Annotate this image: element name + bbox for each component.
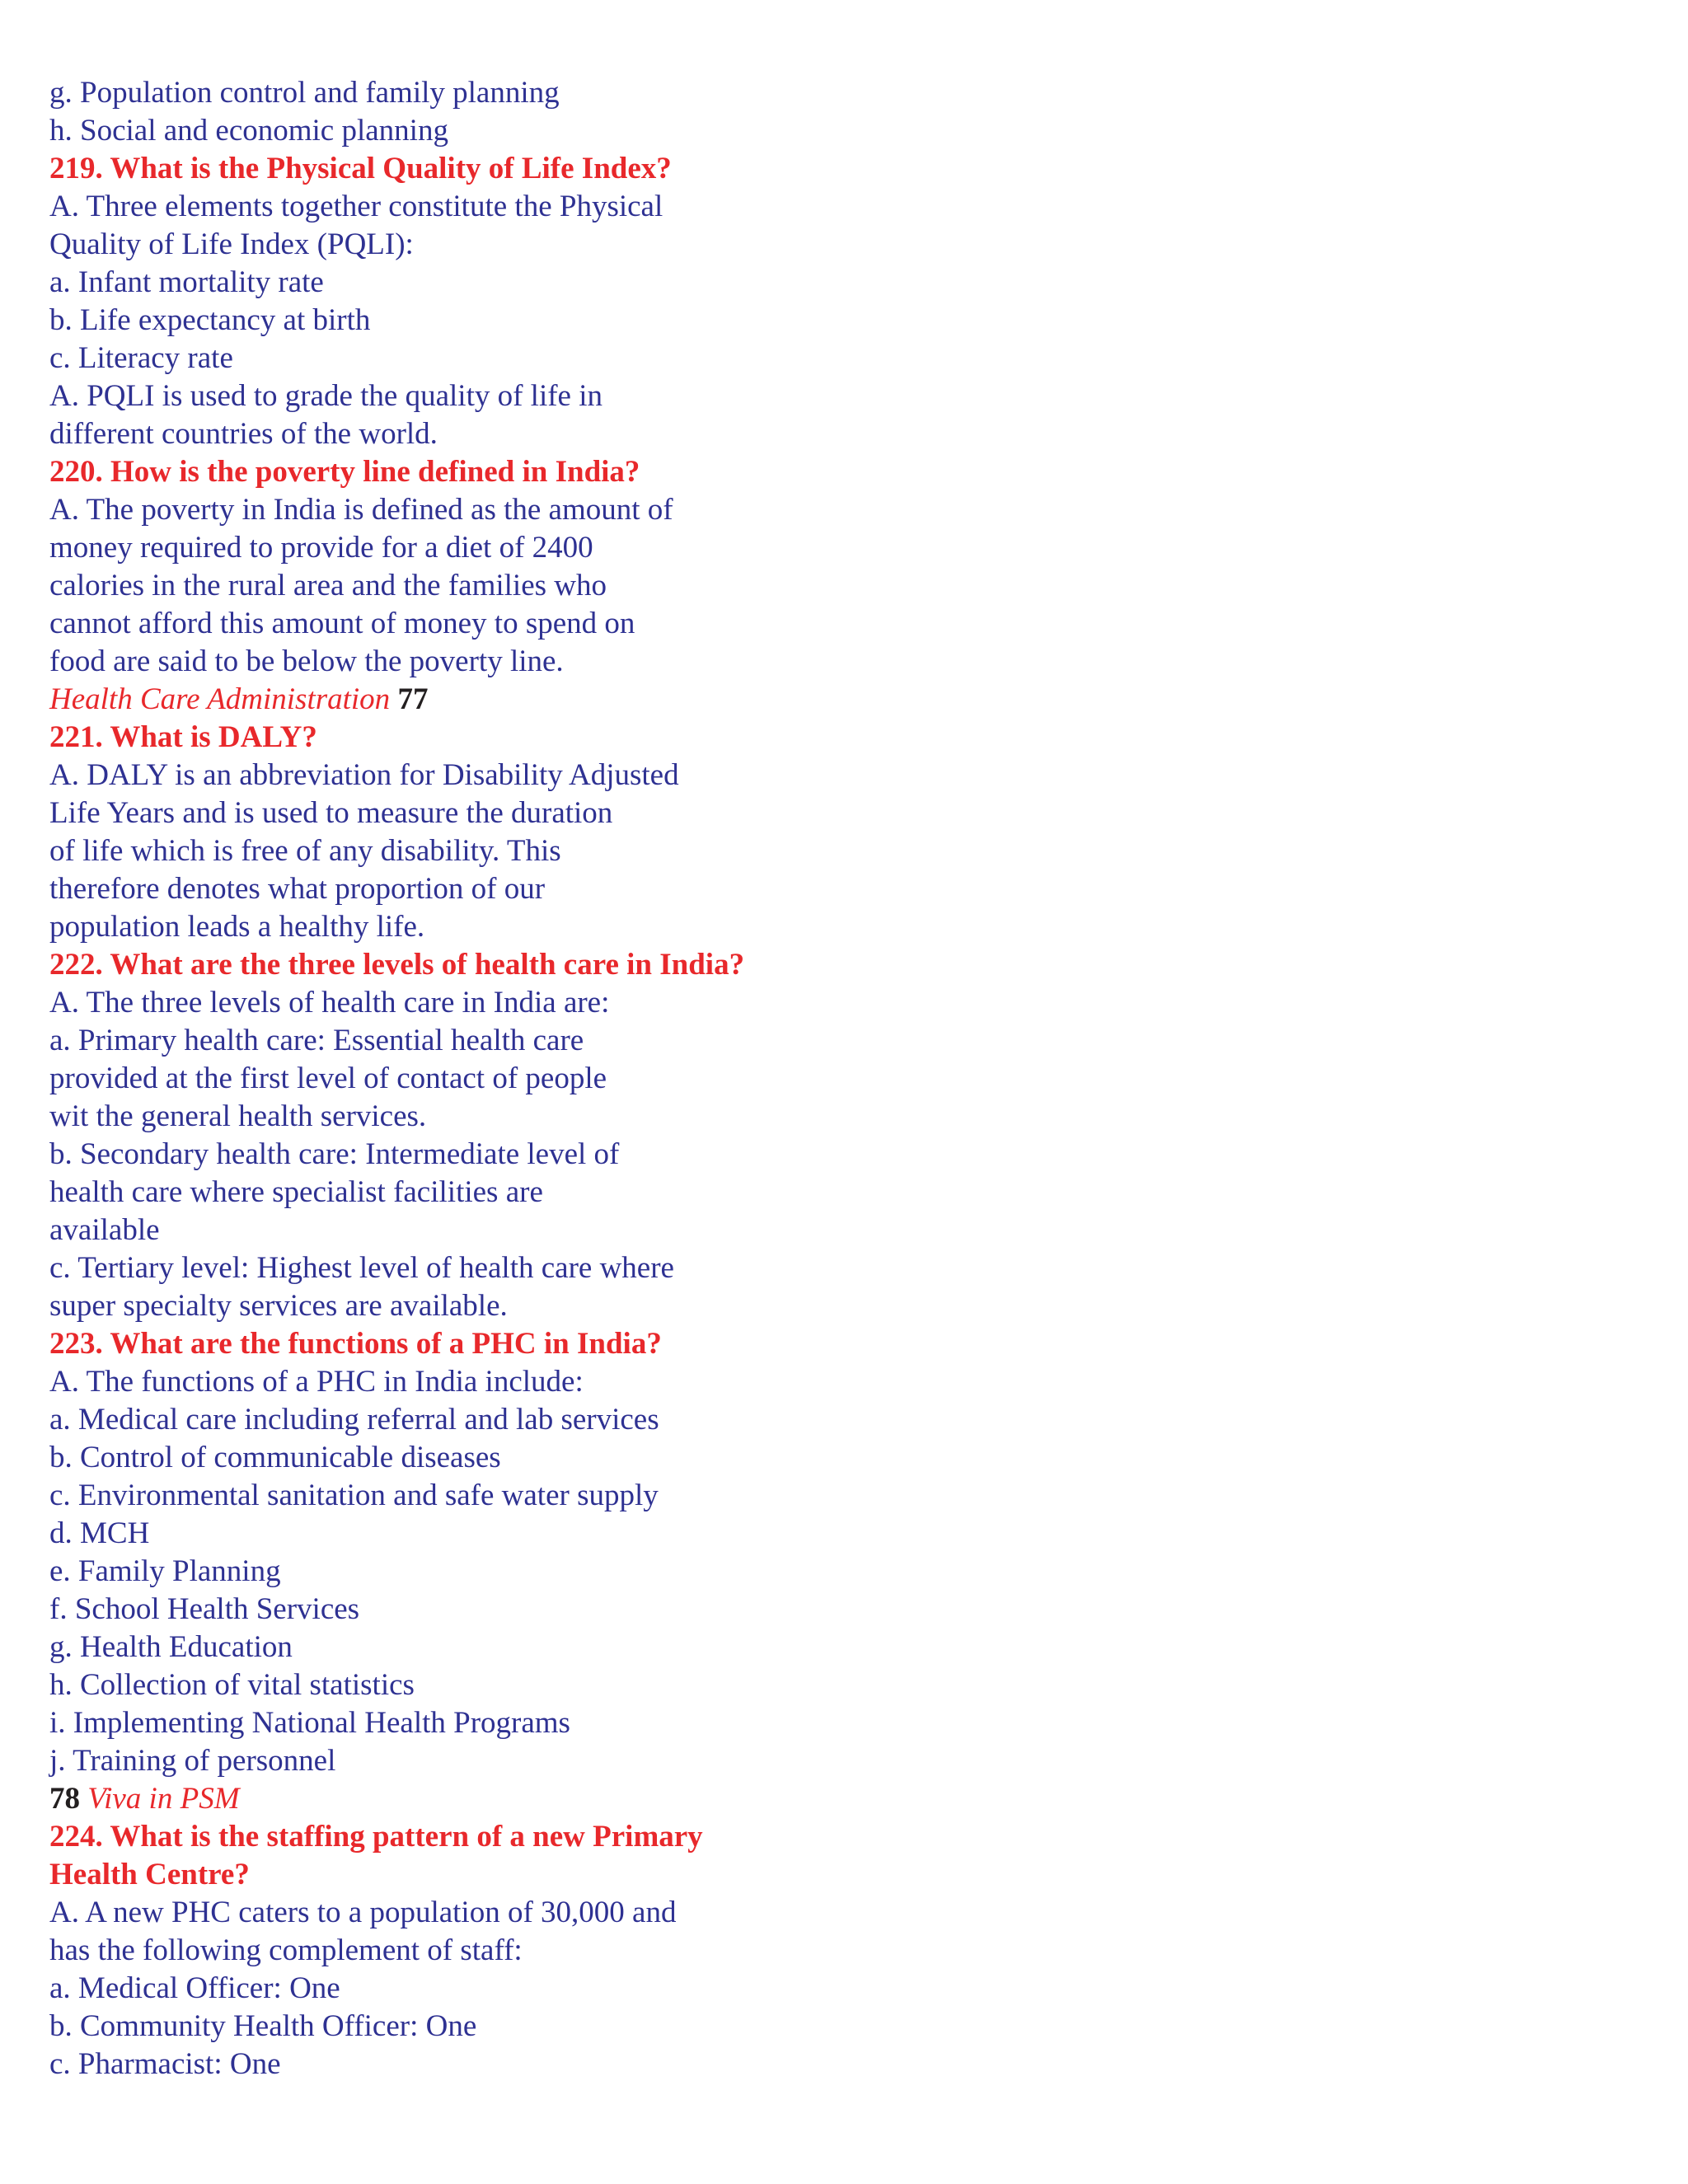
question-heading: 219. What is the Physical Quality of Life Index? [49, 152, 672, 185]
answer-text-line: h. Social and economic planning [49, 114, 448, 148]
answer-text-line: therefore denotes what proportion of our [49, 872, 546, 906]
answer-text-line: c. Pharmacist: One [49, 2047, 281, 2081]
answer-text-line: of life which is free of any disability. This [49, 834, 561, 868]
answer-text-line: b. Community Health Officer: One [49, 2009, 477, 2043]
answer-text-line: A. A new PHC caters to a population of 30,000 and [49, 1896, 677, 1929]
answer-text-line: g. Population control and family planning [49, 76, 560, 110]
answer-text-line: b. Control of communicable diseases [49, 1441, 501, 1474]
answer-text-line: A. Three elements together constitute the Physical [49, 190, 663, 223]
answer-text-line: cannot afford this amount of money to spend on [49, 607, 635, 640]
question-heading: Health Centre? [49, 1858, 250, 1891]
answer-text-line: b. Life expectancy at birth [49, 303, 371, 337]
answer-text-line: e. Family Planning [49, 1554, 281, 1588]
answer-text-line: c. Environmental sanitation and safe water supply [49, 1479, 659, 1512]
answer-text-line: a. Medical care including referral and lab services [49, 1403, 659, 1436]
answer-text-line: wit the general health services. [49, 1099, 427, 1133]
running-header-title: Health Care Administration [49, 682, 391, 716]
answer-text-line: food are said to be below the poverty line. [49, 644, 564, 678]
answer-text-line: A. The poverty in India is defined as the amount of [49, 493, 673, 527]
answer-text-line: a. Primary health care: Essential health care [49, 1024, 584, 1057]
answer-text-line: population leads a healthy life. [49, 910, 425, 944]
answer-text-line: A. PQLI is used to grade the quality of life in [49, 379, 603, 413]
page-number: 78 [49, 1782, 80, 1816]
running-header [49, 1780, 1648, 1818]
answer-text-line: provided at the first level of contact of people [49, 1062, 607, 1095]
answer-text-line: c. Literacy rate [49, 341, 233, 375]
page-number: 77 [397, 682, 429, 716]
answer-text-line: d. MCH [49, 1516, 150, 1550]
question-heading: 222. What are the three levels of health care in India? [49, 948, 745, 982]
answer-text-line: different countries of the world. [49, 417, 438, 451]
answer-text-line: Quality of Life Index (PQLI): [49, 227, 414, 261]
answer-text-line: super specialty services are available. [49, 1289, 508, 1323]
question-heading: 220. How is the poverty line defined in India? [49, 455, 640, 489]
answer-text-line: Life Years and is used to measure the duration [49, 796, 613, 830]
question-heading: 223. What are the functions of a PHC in India? [49, 1327, 662, 1361]
answer-text-line: has the following complement of staff: [49, 1933, 523, 1967]
answer-text-line: A. The three levels of health care in India are: [49, 986, 610, 1019]
question-heading: 221. What is DALY? [49, 720, 317, 754]
answer-text-line: calories in the rural area and the families who [49, 569, 607, 602]
document-page [49, 74, 1648, 2083]
answer-text-line: b. Secondary health care: Intermediate level of [49, 1137, 620, 1171]
running-header [49, 681, 1648, 719]
answer-text-line: a. Infant mortality rate [49, 265, 324, 299]
answer-text-line: a. Medical Officer: One [49, 1971, 340, 2005]
answer-text-line: f. School Health Services [49, 1592, 360, 1626]
answer-text-line: j. Training of personnel [49, 1744, 336, 1778]
answer-text-line: h. Collection of vital statistics [49, 1668, 415, 1702]
answer-text-line: c. Tertiary level: Highest level of health care where [49, 1251, 674, 1285]
running-header-title: Viva in PSM [87, 1782, 240, 1816]
question-heading: 224. What is the staffing pattern of a new Primary [49, 1820, 703, 1854]
answer-text-line: i. Implementing National Health Programs [49, 1706, 570, 1740]
answer-text-line: health care where specialist facilities are [49, 1175, 543, 1209]
answer-text-line: available [49, 1213, 160, 1247]
answer-text-line: A. The functions of a PHC in India include: [49, 1365, 584, 1399]
answer-text-line: money required to provide for a diet of 2400 [49, 531, 593, 565]
answer-text-line: A. DALY is an abbreviation for Disability Adjusted [49, 758, 679, 792]
answer-text-line: g. Health Education [49, 1630, 293, 1664]
